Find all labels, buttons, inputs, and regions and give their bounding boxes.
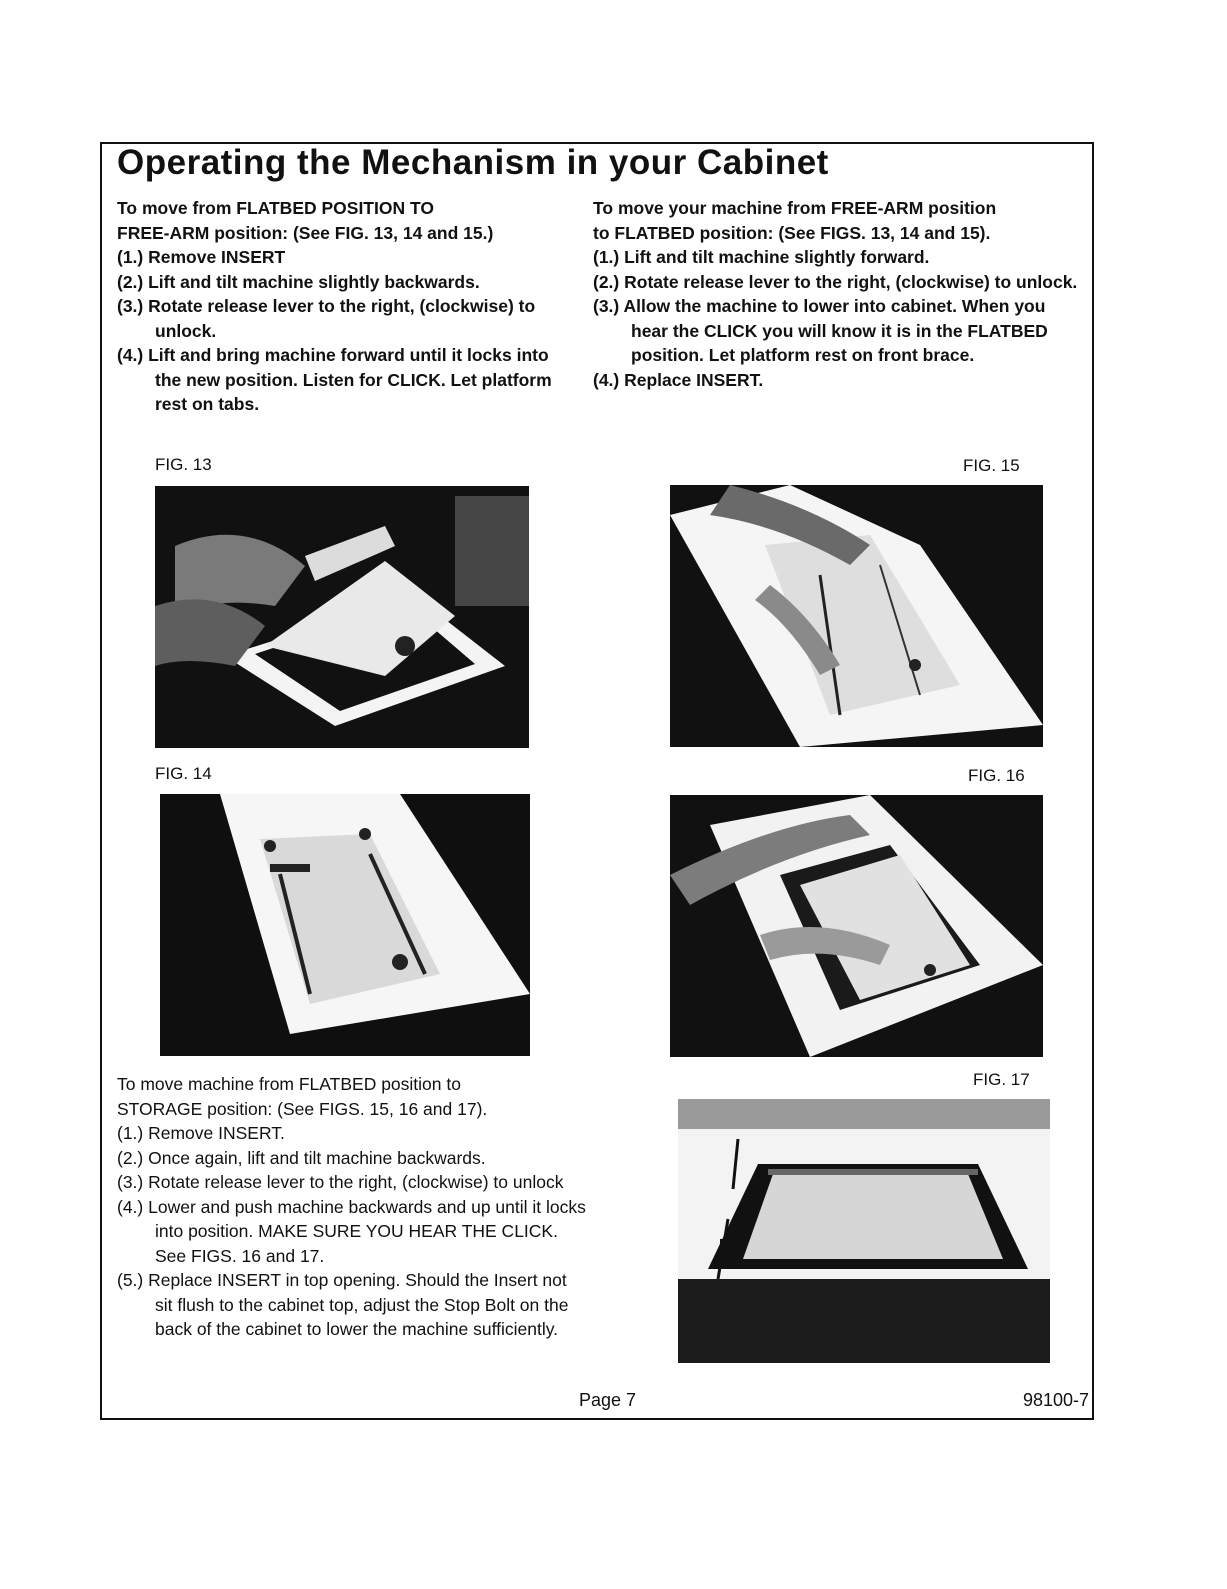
section-flatbed-to-storage <box>117 1072 587 1342</box>
fig14-photo <box>160 794 530 1056</box>
page-title: Operating the Mechanism in your Cabinet <box>117 143 829 182</box>
section-freearm-to-flatbed <box>593 196 1083 392</box>
step-item: (2.) Lift and tilt machine slightly backwards. <box>117 271 480 292</box>
step-item: (4.) Lift and bring machine forward until it locks into the new position. Listen for CLICK. Let platform rest on tabs. <box>117 345 552 414</box>
fig14-label: FIG. 14 <box>155 764 212 783</box>
fig13-label: FIG. 13 <box>155 455 212 474</box>
fig17-label: FIG. 17 <box>973 1070 1030 1089</box>
step-item: (4.) Replace INSERT. <box>593 369 764 390</box>
step-item: (3.) Allow the machine to lower into cabinet. When you hear the CLICK you will know it is in the FLATBED position. Let platform rest on front brace. <box>593 296 1048 365</box>
step-item: (1.) Lift and tilt machine slightly forward. <box>593 247 930 267</box>
section-intro: To move from FLATBED POSITION TO <box>117 198 434 218</box>
fig15-photo <box>670 485 1043 747</box>
step-item: (2.) Rotate release lever to the right, (clockwise) to unlock. <box>593 271 1078 292</box>
step-item: (1.) Remove INSERT. <box>117 1123 285 1143</box>
fig15-label: FIG. 15 <box>963 456 1020 475</box>
fig13-photo <box>155 486 529 748</box>
step-item: (4.) Lower and push machine backwards and up until it locks into position. MAKE SURE YOU HEAR THE CLICK. See FIGS. 16 and 17. <box>117 1196 586 1266</box>
section-intro: To move your machine from FREE-ARM position <box>593 198 997 218</box>
section-intro: FREE-ARM position: (See FIG. 13, 14 and 15.) <box>117 222 494 243</box>
step-item: (3.) Rotate release lever to the right, (clockwise) to unlock. <box>117 296 536 341</box>
fig16-label: FIG. 16 <box>968 766 1025 785</box>
step-item: (3.) Rotate release lever to the right, (clockwise) to unlock <box>117 1172 564 1192</box>
fig17-photo <box>678 1099 1050 1363</box>
step-item: (2.) Once again, lift and tilt machine backwards. <box>117 1147 486 1168</box>
section-intro: To move machine from FLATBED position to <box>117 1074 461 1094</box>
step-item: (5.) Replace INSERT in top opening. Should the Insert not sit flush to the cabinet top, adjust the Stop Bolt on the back of the cabinet to lower the machine sufficiently. <box>117 1270 569 1339</box>
section-flatbed-to-freearm <box>117 196 567 417</box>
section-intro: to FLATBED position: (See FIGS. 13, 14 and 15). <box>593 222 991 243</box>
section-intro: STORAGE position: (See FIGS. 15, 16 and 17). <box>117 1098 488 1119</box>
page-number: Page 7 <box>579 1390 637 1410</box>
fig16-photo <box>670 795 1043 1057</box>
step-item: (1.) Remove INSERT <box>117 247 286 267</box>
document-number: 98100-7 <box>1023 1390 1090 1410</box>
